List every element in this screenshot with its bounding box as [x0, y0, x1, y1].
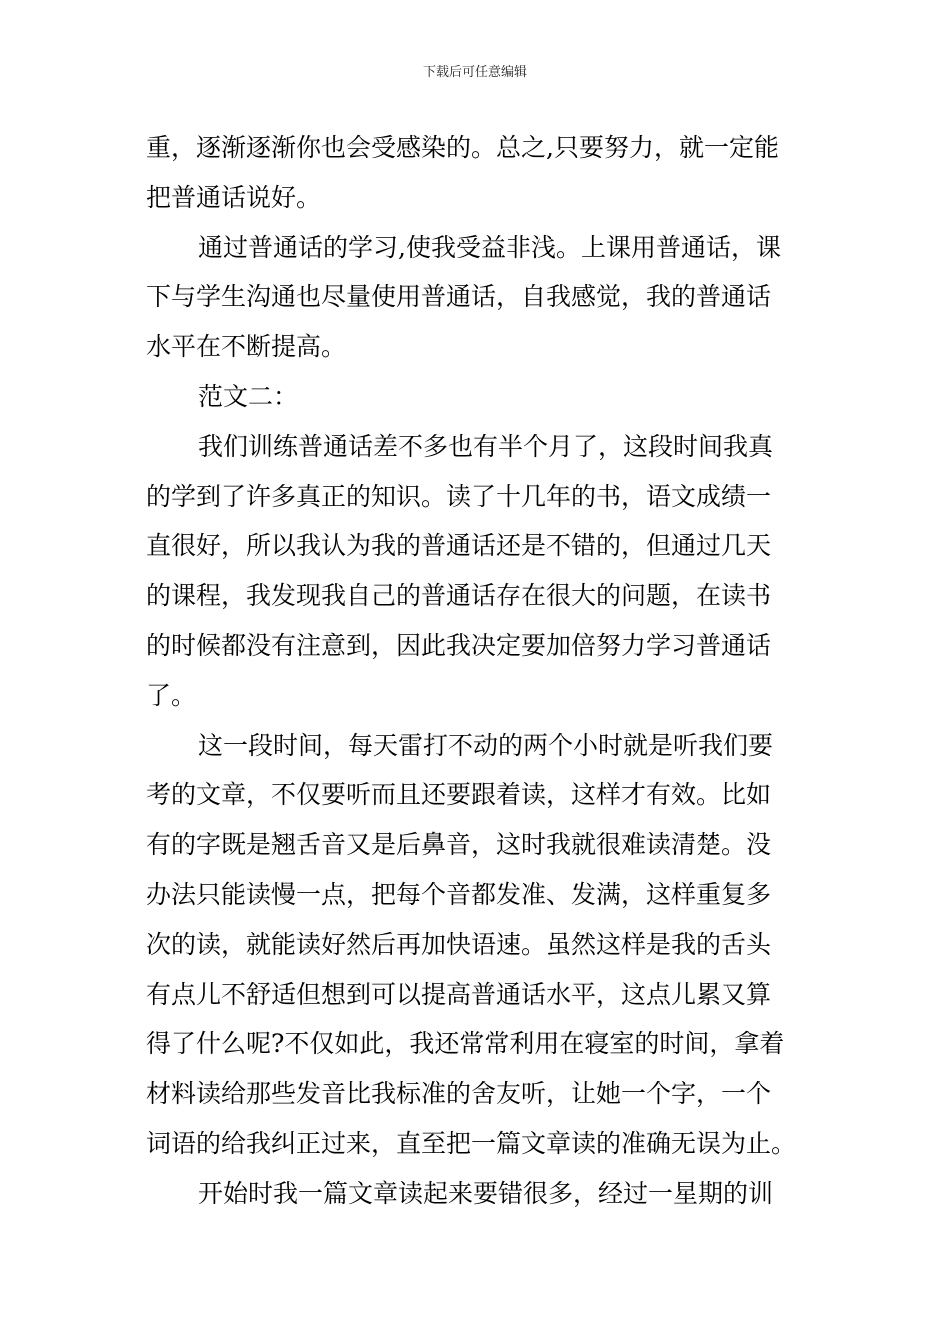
text-line: 有点儿不舒适但想到可以提高普通话水平，这点儿累又算 [146, 979, 772, 1009]
paragraph [146, 123, 806, 223]
text-line: 次的读，就能读好然后再加快语速。虽然这样是我的舌头 [146, 929, 772, 959]
text-line: 我们训练普通话差不多也有半个月了，这段时间我真 [198, 431, 774, 461]
paragraph [146, 422, 806, 721]
paragraph [146, 721, 806, 1169]
text-line: 办法只能读慢一点，把每个音都发准、发满，这样重复多 [146, 879, 772, 909]
text-line: 下与学生沟通也尽量使用普通话，自我感觉，我的普通话 [146, 282, 772, 312]
text-line: 直很好，所以我认为我的普通话还是不错的，但通过几天 [146, 531, 772, 561]
text-line: 这一段时间，每天雷打不动的两个小时就是听我们要 [198, 730, 774, 760]
paragraph [146, 1169, 806, 1219]
document-body [146, 123, 806, 1219]
text-line: 词语的给我纠正过来，直至把一篇文章读的准确无误为止。 [146, 1128, 797, 1158]
text-line: 的课程，我发现我自己的普通话存在很大的问题，在读书 [146, 581, 772, 611]
text-line: 的学到了许多真正的知识。读了十几年的书，语文成绩一 [146, 481, 772, 511]
page-header: 下载后可任意编辑 [422, 65, 527, 80]
text-line: 开始时我一篇文章读起来要错很多，经过一星期的训 [198, 1178, 774, 1208]
text-line: 的时候都没有注意到，因此我决定要加倍努力学习普通话 [146, 630, 772, 660]
text-line: 了。 [146, 680, 197, 710]
text-line: 通过普通话的学习,使我受益非浅。上课用普通话，课 [198, 232, 781, 262]
text-line: 材料读给那些发音比我标准的舍友听，让她一个字，一个 [146, 1079, 772, 1109]
text-line: 把普通话说好。 [146, 182, 322, 212]
section-heading [146, 372, 806, 422]
paragraph [146, 223, 806, 372]
text-line: 水平在不断提高。 [146, 332, 347, 362]
text-line: 重，逐渐逐渐你也会受感染的。总之,只要努力，就一定能 [146, 133, 779, 162]
text-line: 得了什么呢?不仅如此，我还常常利用在寝室的时间，拿着 [146, 1029, 785, 1059]
text-line: 范文二： [198, 381, 299, 411]
text-line: 考的文章，不仅要听而且还要跟着读，这样才有效。比如 [146, 780, 772, 810]
text-line: 有的字既是翘舌音又是后鼻音，这时我就很难读清楚。没 [146, 830, 772, 860]
